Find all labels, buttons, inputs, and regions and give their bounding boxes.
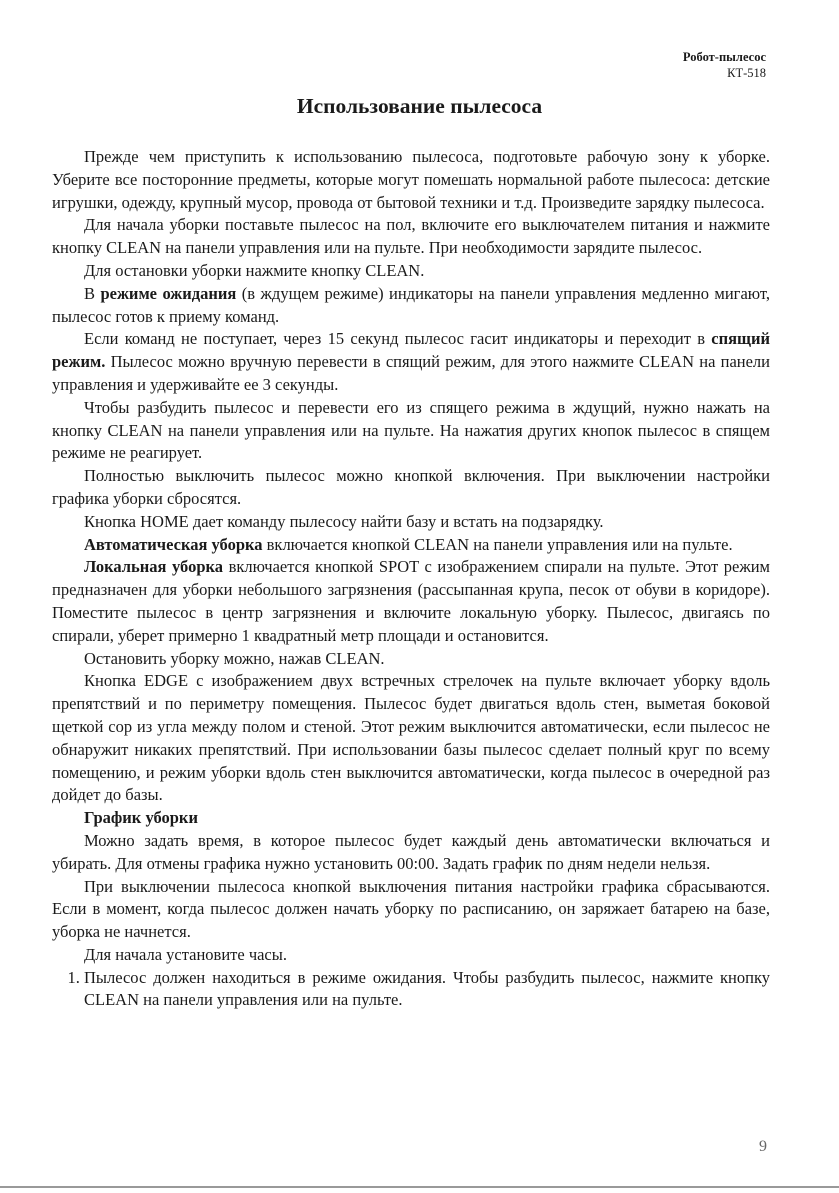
header-brand: Робот-пылесос [682,50,766,64]
paragraph-2: Для начала уборки поставьте пылесос на пол, включите его выключателем питания и нажмите кнопку CLEAN на панели управления или на пульте. При необходимости зарядите пылесос. [52,215,770,258]
paragraph-12: Кнопка EDGE с изображением двух встречных стрелочек на пульте включает уборку вдоль препятствий и по периметру помещения. Пылесос будет двигаться вдоль стен, выметая боковой щеткой сор из угла между полом и стеной. Этот режим выключится автоматически, если пылесос не обнаружит никаких препятствий. При использовании базы пылесос сделает полный круг по всему помещению, и режим уборки вдоль стен выключится автоматически, когда пылесос в очередной раз дойдет до базы. [52,671,770,805]
schedule-heading: График уборки [84,808,198,828]
paragraph-5: Если команд не поступает, через 15 секунд пылесос гасит индикаторы и переходит в спящий режим. Пылесос можно вручную перевести в спящий режим, для этого нажмите CLEAN на панели управления и удерживайте ее 3 секунды. [52,329,770,394]
paragraph-7: Полностью выключить пылесос можно кнопкой включения. При выключении настройки графика уборки сбросятся. [52,466,770,508]
paragraph-8: Кнопка HOME дает команду пылесосу найти базу и встать на подзарядку. [84,511,604,531]
schedule-paragraph-1: Можно задать время, в которое пылесос будет каждый день автоматически включаться и убирать. Для отмены графика нужно установить 00:00. Задать график по дням недели нельзя. [52,830,770,873]
intro-section [52,146,770,807]
schedule-paragraph-3: Для начала установите часы. [84,944,287,964]
list-item: 1. Пылесос должен находиться в режиме ожидания. Чтобы разбудить пылесос, нажмите кнопку CLEAN на панели управления или на пульте. [84,967,770,1013]
paragraph-6: Чтобы разбудить пылесос и перевести его из спящего режима в ждущий, нужно нажать на кнопку CLEAN на панели управления или на пульте. На нажатия других кнопок пылесос в спящем режиме не реагирует. [52,397,770,463]
bold-term: Автоматическая уборка [84,534,263,554]
bold-term: режиме ожидания [100,283,237,303]
bold-term: спящий режим. [52,329,770,372]
schedule-section [52,807,770,1012]
bold-term: Локальная уборка [84,557,224,577]
document-body [52,146,770,1012]
page-header [683,49,766,81]
schedule-paragraph-2: При выключении пылесоса кнопкой выключения питания настройки графика сбрасываются. Если в момент, когда пылесос должен начать уборку по расписанию, он заряжает батарею на базе, уборка не начнется. [52,876,770,942]
paragraph-3: Для остановки уборки нажмите кнопку CLEAN. [84,260,425,280]
page-title: Использование пылесоса [296,94,543,118]
paragraph-4: В режиме ожидания (в ждущем режиме) индикаторы на панели управления медленно мигают, пылесос готов к приему команд. [52,283,770,326]
paragraph-11: Остановить уборку можно, нажав CLEAN. [84,648,385,668]
header-model: КТ-518 [727,66,766,80]
paragraph-9: Автоматическая уборка включается кнопкой CLEAN на панели управления или на пульте. [84,534,733,554]
steps-list [52,967,770,1013]
paragraph-10: Локальная уборка включается кнопкой SPOT с изображением спирали на пульте. Этот режим предназначен для уборки небольшого загрязнения (рассыпанная крупа, песок от обуви в коридоре). Поместите пылесос в центр загрязнения и включите локальную уборку. Пылесос, двигаясь по спирали, уберет примерно 1 квадратный метр площади и остановится. [52,557,770,645]
bottom-divider [0,1186,839,1188]
paragraph-1: Прежде чем приступить к использованию пылесоса, подготовьте рабочую зону к уборке. Уберите все посторонние предметы, которые могут помешать нормальной работе пылесоса: детские игрушки, одежду, крупный мусор, провода от бытовой техники и т.д. Произведите зарядку пылесоса. [52,147,770,212]
page-number: 9 [759,1138,767,1155]
